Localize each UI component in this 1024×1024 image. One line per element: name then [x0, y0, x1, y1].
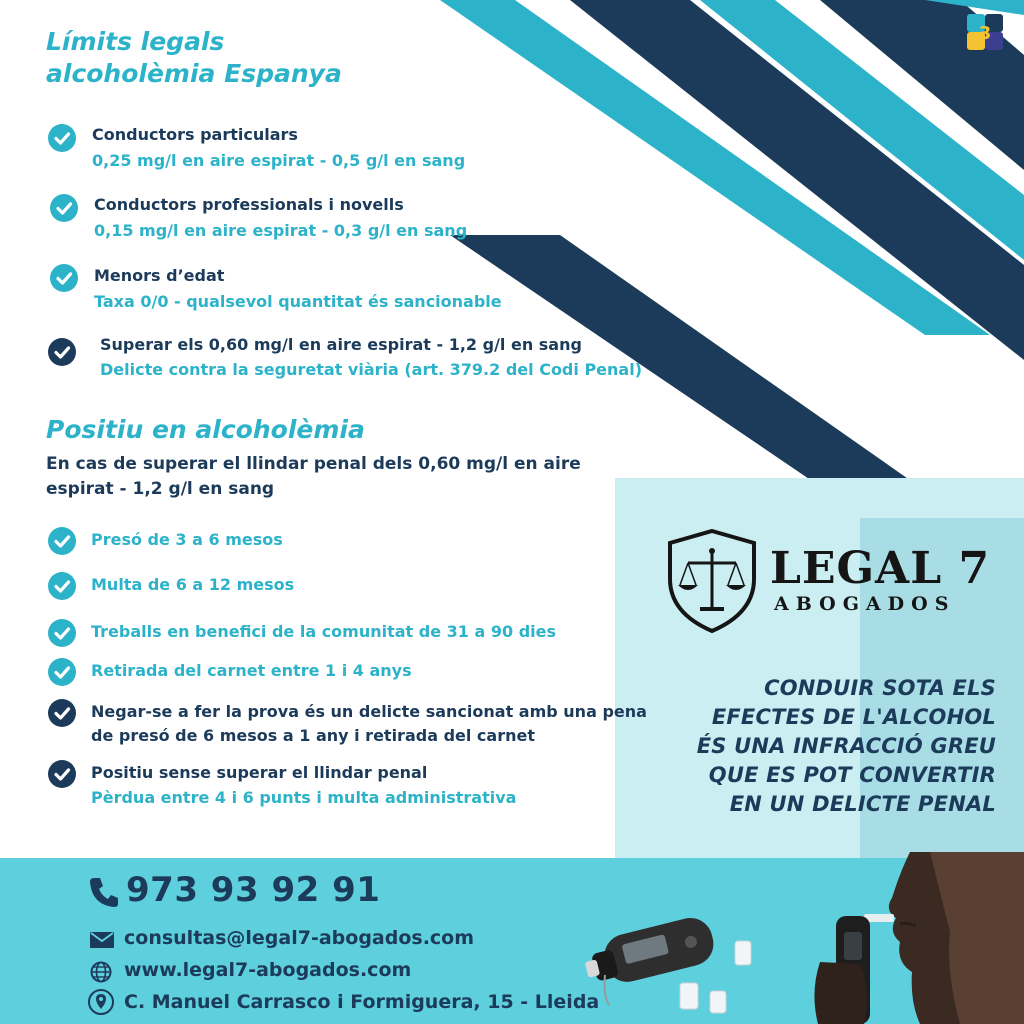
- check-circle-icon: [50, 264, 78, 292]
- check-circle-icon: [48, 760, 76, 788]
- envelope-icon: [90, 932, 114, 948]
- list-item: [48, 122, 688, 172]
- brand-name: LEGAL 7: [770, 543, 991, 594]
- limits-title-line1: Límits legals: [46, 27, 225, 56]
- address-text: C. Manuel Carrasco i Formiguera, 15 - Lleida: [124, 991, 600, 1013]
- phone-number[interactable]: 973 93 92 91: [126, 870, 381, 910]
- check-circle-icon: [48, 572, 76, 600]
- positive-intro: [46, 452, 606, 502]
- list-item: [48, 619, 688, 649]
- item-label: Positiu sense superar el llindar penal: [91, 763, 428, 782]
- check-circle-icon: [48, 527, 76, 555]
- item-label: Conductors particulars: [92, 125, 298, 144]
- list-item: [48, 192, 688, 242]
- item-detail: Pèrdua entre 4 i 6 punts i multa administrativa: [91, 788, 517, 807]
- cta-line3: ÉS UNA INFRACCIÓ GREU: [696, 734, 996, 758]
- item-label: Menors d’edat: [94, 266, 225, 285]
- cta-line5: EN UN DELICTE PENAL: [729, 792, 996, 816]
- warning-message: [640, 674, 996, 819]
- list-item: [48, 332, 688, 388]
- limits-title: [46, 26, 342, 90]
- item-label: Multa de 6 a 12 mesos: [91, 575, 295, 594]
- item-label: Presó de 3 a 6 mesos: [91, 530, 283, 549]
- svg-text:3: 3: [978, 23, 992, 44]
- intro-line1: En cas de superar el llindar penal dels 0,60 mg/l en aire: [46, 454, 581, 474]
- legal7-logo: [664, 527, 991, 637]
- item-label: Retirada del carnet entre 1 i 4 anys: [91, 661, 412, 680]
- brand-subtitle: ABOGADOS: [774, 593, 956, 615]
- puzzle-logo-icon: [955, 8, 1015, 58]
- check-circle-icon: [50, 194, 78, 222]
- check-circle-icon: [48, 699, 76, 727]
- corner-logo-text: GRUPOBRAIN: [959, 62, 1010, 69]
- item-detail: Delicte contra la seguretat viària (art. 379.2 del Codi Penal): [100, 360, 642, 379]
- list-item: [48, 699, 688, 751]
- positive-list: [48, 527, 648, 817]
- list-item: [48, 572, 688, 602]
- corner-logo: [955, 8, 1015, 72]
- list-item: [48, 658, 688, 688]
- item-label: Negar-se a fer la prova és un delicte sancionat amb una pena: [91, 702, 647, 721]
- email-link[interactable]: consultas@legal7-abogados.com: [124, 927, 475, 949]
- scales-shield-icon: [664, 527, 760, 635]
- list-item: [48, 760, 688, 812]
- item-detail: 0,15 mg/l en aire espirat - 0,3 g/l en sang: [94, 221, 468, 240]
- website-link[interactable]: www.legal7-abogados.com: [124, 959, 412, 981]
- limits-title-line2: alcoholèmia Espanya: [46, 59, 342, 88]
- phone-icon: [88, 876, 118, 908]
- intro-line2: espirat - 1,2 g/l en sang: [46, 479, 275, 499]
- check-circle-icon: [48, 658, 76, 686]
- item-label: Conductors professionals i novells: [94, 195, 404, 214]
- globe-icon: [90, 961, 112, 983]
- list-item: [48, 527, 688, 557]
- list-item: [48, 262, 688, 312]
- check-circle-icon: [48, 619, 76, 647]
- item-label: Superar els 0,60 mg/l en aire espirat - 1,2 g/l en sang: [100, 335, 582, 354]
- positive-title: Positiu en alcoholèmia: [46, 415, 365, 444]
- limits-list: [48, 122, 648, 392]
- item-label-continued: de presó de 6 mesos a 1 any i retirada del carnet: [91, 726, 535, 745]
- cta-line4: QUE ES POT CONVERTIR: [708, 763, 996, 787]
- person-breath-test-image: [800, 852, 1024, 1024]
- breathalyzer-icon: [585, 905, 775, 1020]
- check-circle-icon: [48, 338, 76, 366]
- item-detail: Taxa 0/0 - qualsevol quantitat és sancionable: [94, 292, 502, 311]
- cta-line1: CONDUIR SOTA ELS: [764, 676, 996, 700]
- item-label: Treballs en benefici de la comunitat de 31 a 90 dies: [91, 622, 556, 641]
- cta-line2: EFECTES DE L'ALCOHOL: [711, 705, 996, 729]
- item-detail: 0,25 mg/l en aire espirat - 0,5 g/l en sang: [92, 151, 466, 170]
- check-circle-icon: [48, 124, 76, 152]
- map-pin-icon: [88, 988, 114, 1016]
